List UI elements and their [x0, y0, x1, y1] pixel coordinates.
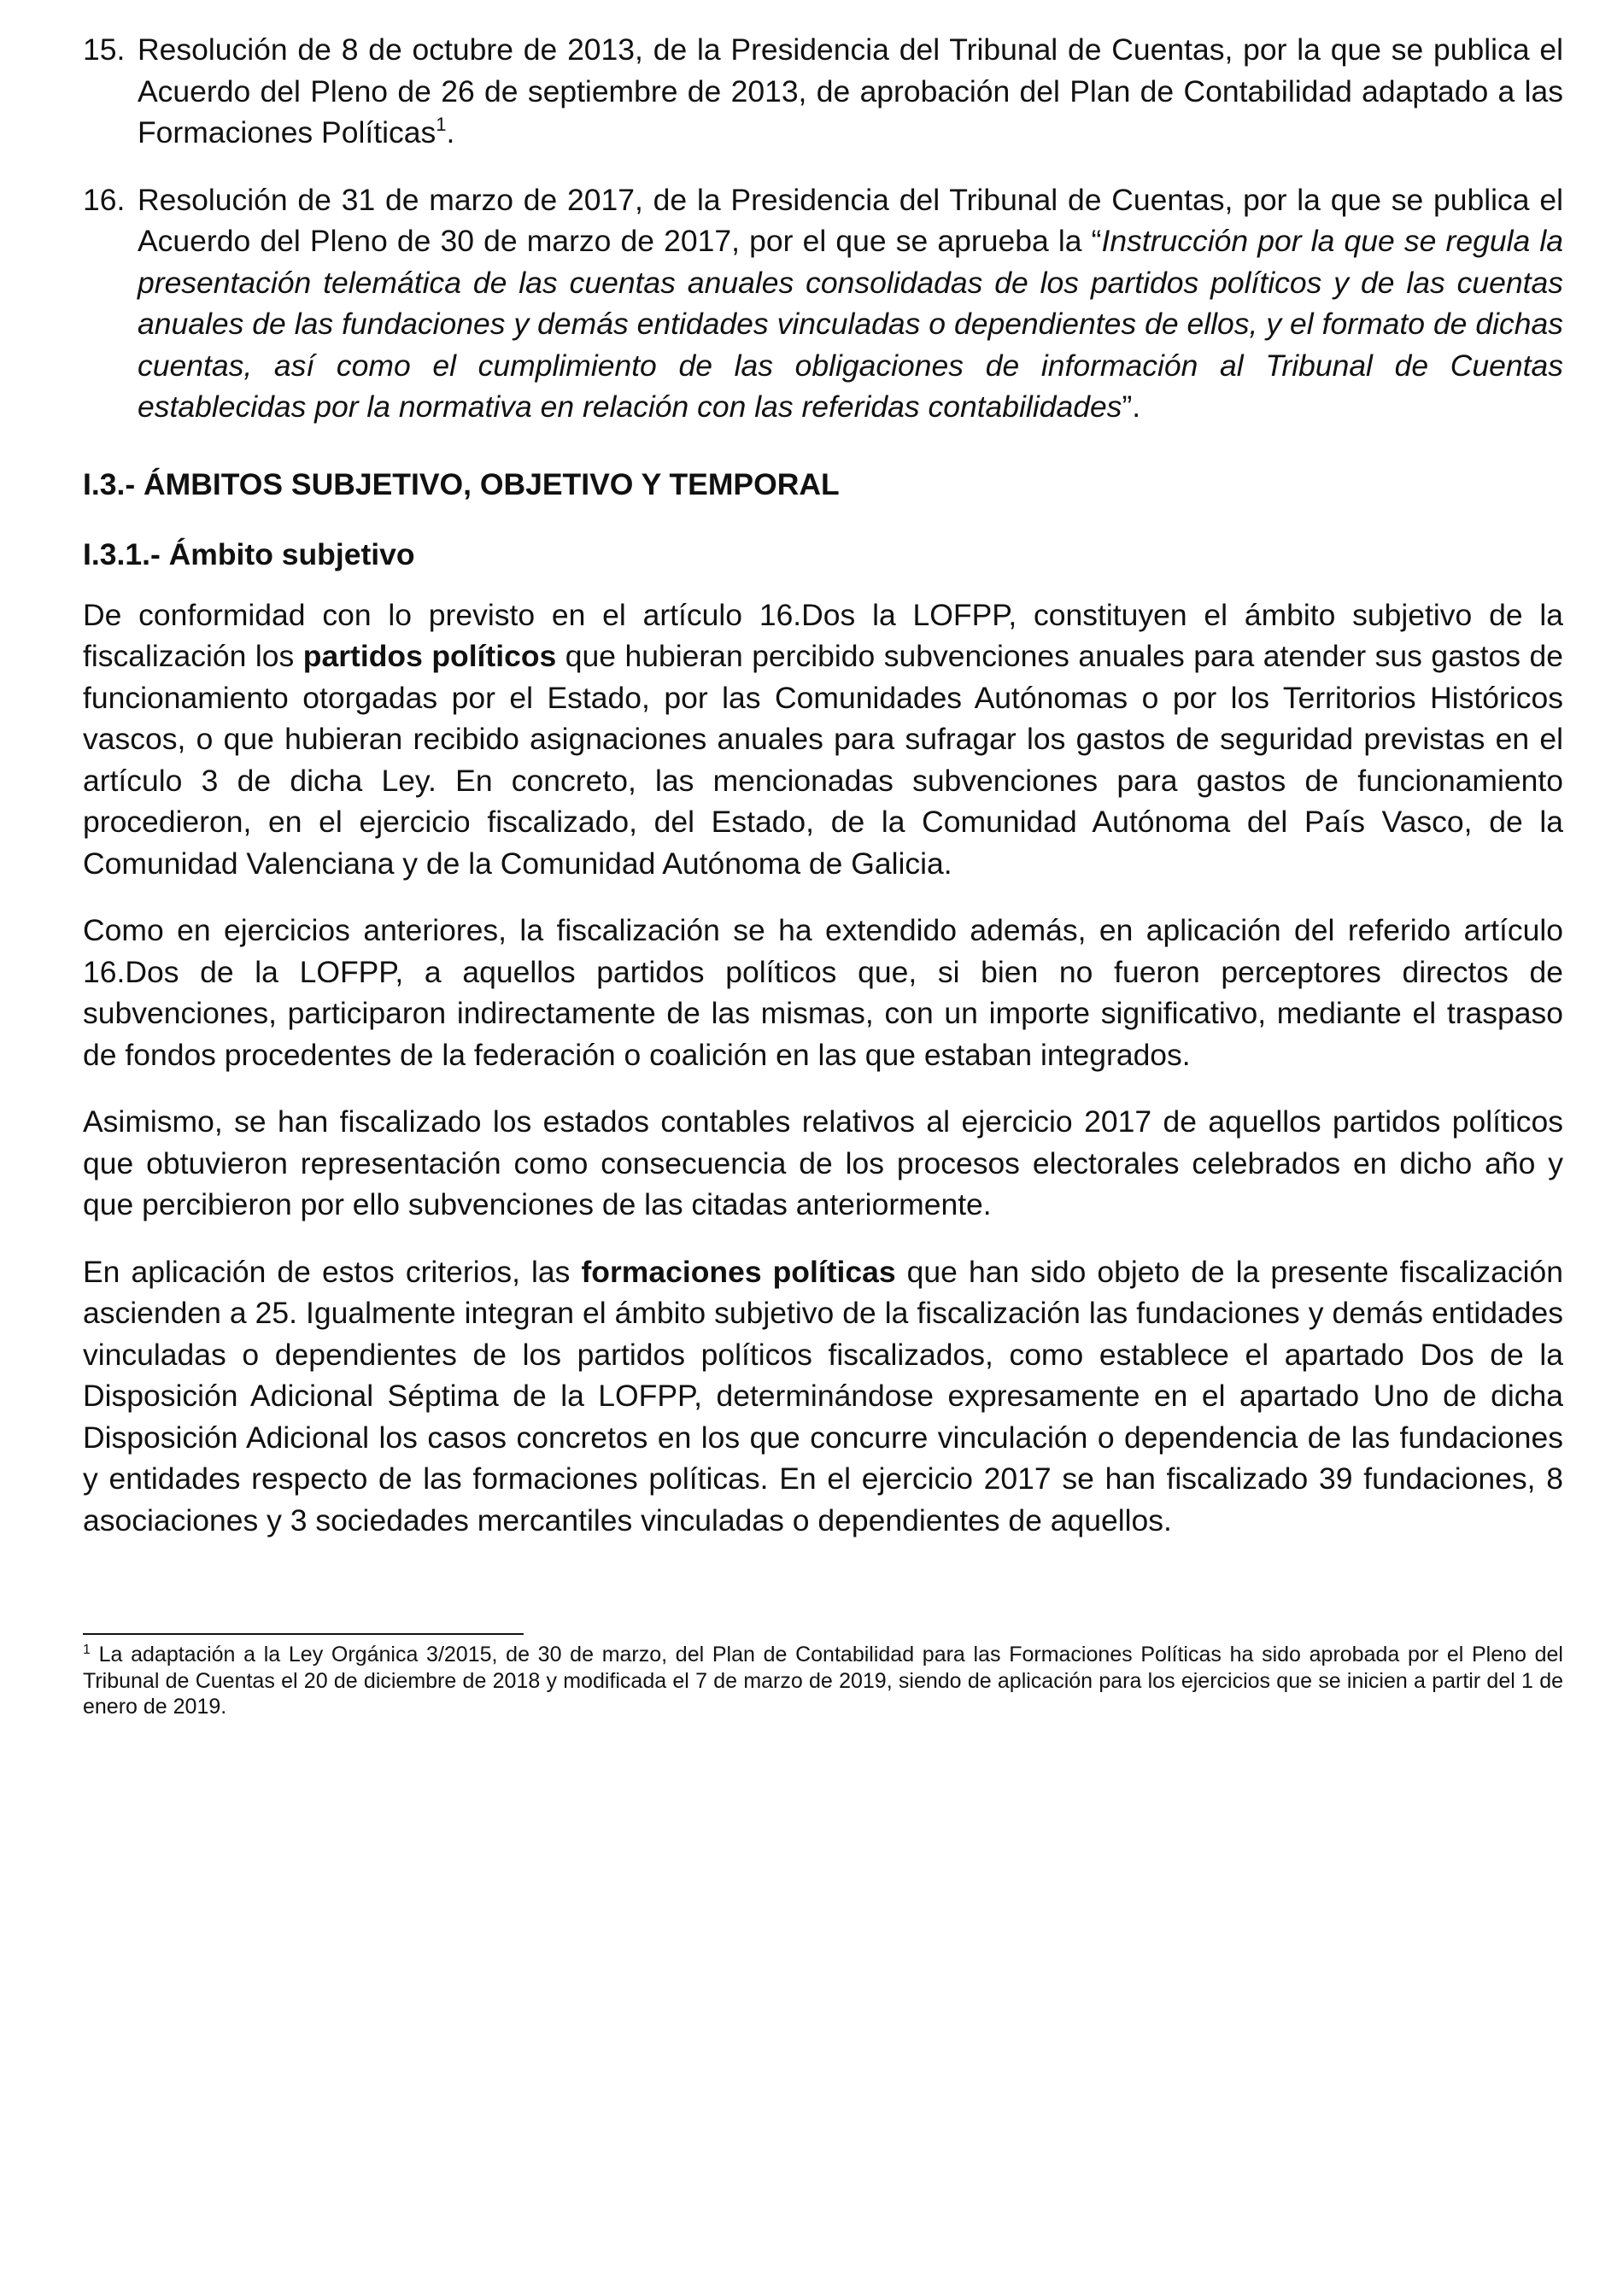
list-text: Resolución de 31 de marzo de 2017, de la Presidencia del Tribunal de Cuentas, por la que se publica el Acuerdo del Pleno de 30 de marzo de 2017, por el que se aprueba la “Instrucción por la que se regula la presentación telemática de las cuentas anuales consolidadas de los partidos políticos y de las cuentas anuales de las fundaciones y demás entidades vinculadas o dependientes de ellos, y el formato de dichas cuentas, así como el cumplimiento de las obligaciones de información al Tribunal de Cuentas establecidas por la normativa en relación con las referidas contabilidades”. — [138, 182, 1564, 424]
list-item-15 — [83, 29, 1563, 154]
bold-term: formaciones políticas — [581, 1254, 896, 1289]
list-text: Resolución de 8 de octubre de 2013, de la Presidencia del Tribunal de Cuentas, por la que se publica el Acuerdo del Pleno de 26 de septiembre de 2013, de aprobación del Plan de Contabilidad adaptado a las Formaciones Políticas$^1$. — [138, 32, 1563, 149]
footnote-mark: 1 — [83, 1643, 91, 1657]
list-item-16 — [83, 179, 1563, 428]
section-heading: I.3.- ÁMBITOS SUBJETIVO, OBJETIVO Y TEMPORAL — [83, 466, 840, 501]
list-number: 16. — [83, 182, 126, 217]
instruction-title: Instrucción por la que se regula la presentación telemática de las cuentas anuales consolidadas de los partidos políticos y de las cuentas anuales de las fundaciones y demás entidades vinculadas o dependientes de ellos, y el formato de dichas cuentas, así como el cumplimiento de las obligaciones de información al Tribunal de Cuentas establecidas por la normativa en relación con las referidas contabilidades — [138, 224, 1564, 424]
footnote-divider — [83, 1633, 524, 1635]
footnote-text: La adaptación a la Ley Orgánica 3/2015, de 30 de marzo, del Plan de Contabilidad para las Formaciones Políticas ha sido aprobada por el Pleno del Tribunal de Cuentas el 20 de diciembre de 2018 y modificada el 7 de marzo de 2019, siendo de aplicación para los ejercicios que se inicien a partir del 1 de enero de 2019. — [83, 1643, 1563, 1719]
footnote-ref[interactable]: 1 — [436, 114, 447, 135]
paragraph-4: En aplicación de estos criterios, las formaciones políticas que han sido objeto de la presente fiscalización ascienden a 25. Igualmente integran el ámbito subjetivo de la fiscalización las fundaciones y demás entidades vinculadas o dependientes de los partidos políticos fiscalizados, como establece el apartado Dos de la Disposición Adicional Séptima de la LOFPP, determinándose expresamente en el apartado Uno de dicha Disposición Adicional los casos concretos en los que concurre vinculación o dependencia de las fundaciones y entidades respecto de las formaciones políticas. En el ejercicio 2017 se han fiscalizado 39 fundaciones, 8 asociaciones y 3 sociedades mercantiles vinculadas o dependientes de aquellos. — [83, 1254, 1563, 1538]
bold-term: partidos políticos — [302, 639, 557, 673]
paragraph-3: Asimismo, se han fiscalizado los estados contables relativos al ejercicio 2017 de aquellos partidos políticos que obtuvieron representación como consecuencia de los procesos electorales celebrados en dicho año y que percibieron por ello subvenciones de las citadas anteriormente. — [83, 1104, 1563, 1221]
document-page — [83, 29, 1563, 1720]
subsection-heading: I.3.1.- Ámbito subjetivo — [83, 537, 415, 571]
paragraph-2: Como en ejercicios anteriores, la fiscalización se ha extendido además, en aplicación del referido artículo 16.Dos de la LOFPP, a aquellos partidos políticos que, si bien no fueron perceptores directos de subvenciones, participaron indirectamente de las mismas, con un importe significativo, mediante el traspaso de fondos procedentes de la federación o coalición en las que estaban integrados. — [83, 913, 1563, 1072]
list-number: 15. — [83, 32, 126, 67]
footnote — [83, 1642, 1563, 1720]
paragraph-1: De conformidad con lo previsto en el artículo 16.Dos la LOFPP, constituyen el ámbito subjetivo de la fiscalización los partidos políticos que hubieran percibido subvenciones anuales para atender sus gastos de funcionamiento otorgadas por el Estado, por las Comunidades Autónomas o por los Territorios Históricos vascos, o que hubieran recibido asignaciones anuales para sufragar los gastos de seguridad previstas en el artículo 3 de dicha Ley. En concreto, las mencionadas subvenciones para gastos de funcionamiento procedieron, en el ejercicio fiscalizado, del Estado, de la Comunidad Autónoma del País Vasco, de la Comunidad Valenciana y de la Comunidad Autónoma de Galicia. — [83, 597, 1563, 881]
